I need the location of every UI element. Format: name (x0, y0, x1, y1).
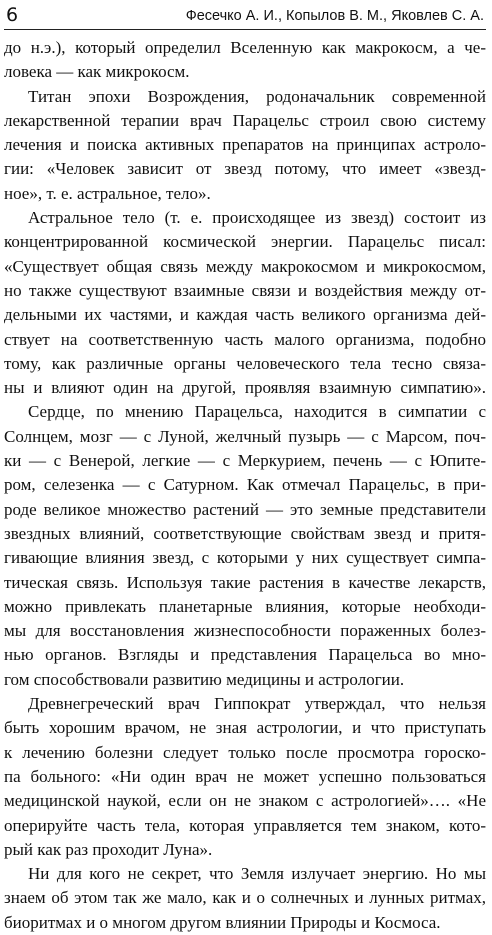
text-line: тому, как различные органы человеческого тела тесно связа- (4, 353, 486, 373)
text-line: нью органов. Взгляды и представления Парацельса во мно- (4, 645, 486, 665)
text-line: Ни для кого не секрет, что Земля излучает энергию. Но мы (28, 864, 486, 884)
text-line: лекарственной терапии врач Парацельс строил свою систему (4, 110, 486, 130)
text-line: гивающие влияния звезд, с которыми у них существует симпа- (4, 548, 486, 568)
text-line: Астральное тело (т. е. происходящее из звезд) состоит из (28, 208, 486, 228)
text-line: ки — с Венерой, легкие — с Меркурием, печень — с Юпите- (4, 451, 486, 471)
text-line: концентрированной космической энергии. Парацельс писал: (4, 232, 486, 252)
body-text (4, 36, 486, 935)
text-line: звездных влияний, соответствующие свойствам звезд и притя- (4, 523, 486, 543)
text-line: роде великое множество растений — это земные представители (4, 499, 486, 519)
text-line: знаем об этом так же мало, как и о солнечных и лунных ритмах, (4, 888, 486, 908)
text-line: Солнцем, мозг — с Луной, желчный пузырь — с Марсом, поч- (4, 426, 486, 446)
text-line: гии: «Человек зависит от звезд потому, что имеет «звезд- (4, 159, 486, 179)
text-line: па больного: «Ни один врач не может успешно пользоваться (4, 766, 486, 786)
text-line: оперируйте часть тела, которая управляется тем знаком, кото- (4, 815, 486, 835)
text-line: лечения и поиска активных препаратов на принципах астроло- (4, 135, 486, 155)
text-line: к лечению болезни следует только после просмотра гороско- (4, 742, 486, 762)
text-line: мы для восстановления жизнеспособности пораженных болез- (4, 621, 486, 641)
text-line: ны и влияют один на другой, проявляя взаимную симпатию». (4, 378, 486, 398)
text-line: ловека — как микрокосм. (4, 62, 190, 82)
text-line: ствует на соответственную часть малого организма, подобно (4, 329, 486, 349)
text-line: Древнегреческий врач Гиппократ утверждал, что нельзя (28, 694, 486, 714)
page-number: 6 (6, 4, 19, 26)
text-line: «Существует общая связь между макрокосмом и микрокосмом, (4, 256, 486, 276)
text-line: рый как раз проходит Луна». (4, 839, 213, 859)
text-line: ром, селезенка — с Сатурном. Как отмечал Парацельс, в при- (4, 475, 486, 495)
text-line: дельными их частями, и каждая часть великого организма дей- (4, 305, 486, 325)
text-line: тическая связь. Используя такие растения в качестве лекарств, (4, 572, 486, 592)
text-line: медицинской наукой, если он не знаком с астрологией»…. «Не (4, 791, 486, 811)
text-line: можно привлекать планетарные влияния, которые необходи- (4, 596, 486, 616)
text-line: быть хорошим врачом, не зная астрологии, и что приступать (4, 718, 486, 738)
text-line: до н.э.), который определил Вселенную как макрокосм, а че- (4, 38, 486, 57)
text-line: ное», т. е. астральное, тело». (4, 183, 211, 203)
text-line: Титан эпохи Возрождения, родоначальник современной (28, 86, 486, 106)
text-line: гом способствовали развитию медицины и астрологии. (4, 669, 405, 689)
running-head-authors: Фесечко А. И., Копылов В. М., Яковлев С. А. (185, 8, 484, 24)
text-line: Сердце, по мнению Парацельса, находится в симпатии с (28, 402, 486, 422)
page-header (4, 3, 486, 30)
text-line: но также существуют взаимные связи и воздействия между от- (4, 280, 486, 300)
text-line: биоритмах и о многом другом влиянии Природы и Космоса. (4, 912, 441, 932)
